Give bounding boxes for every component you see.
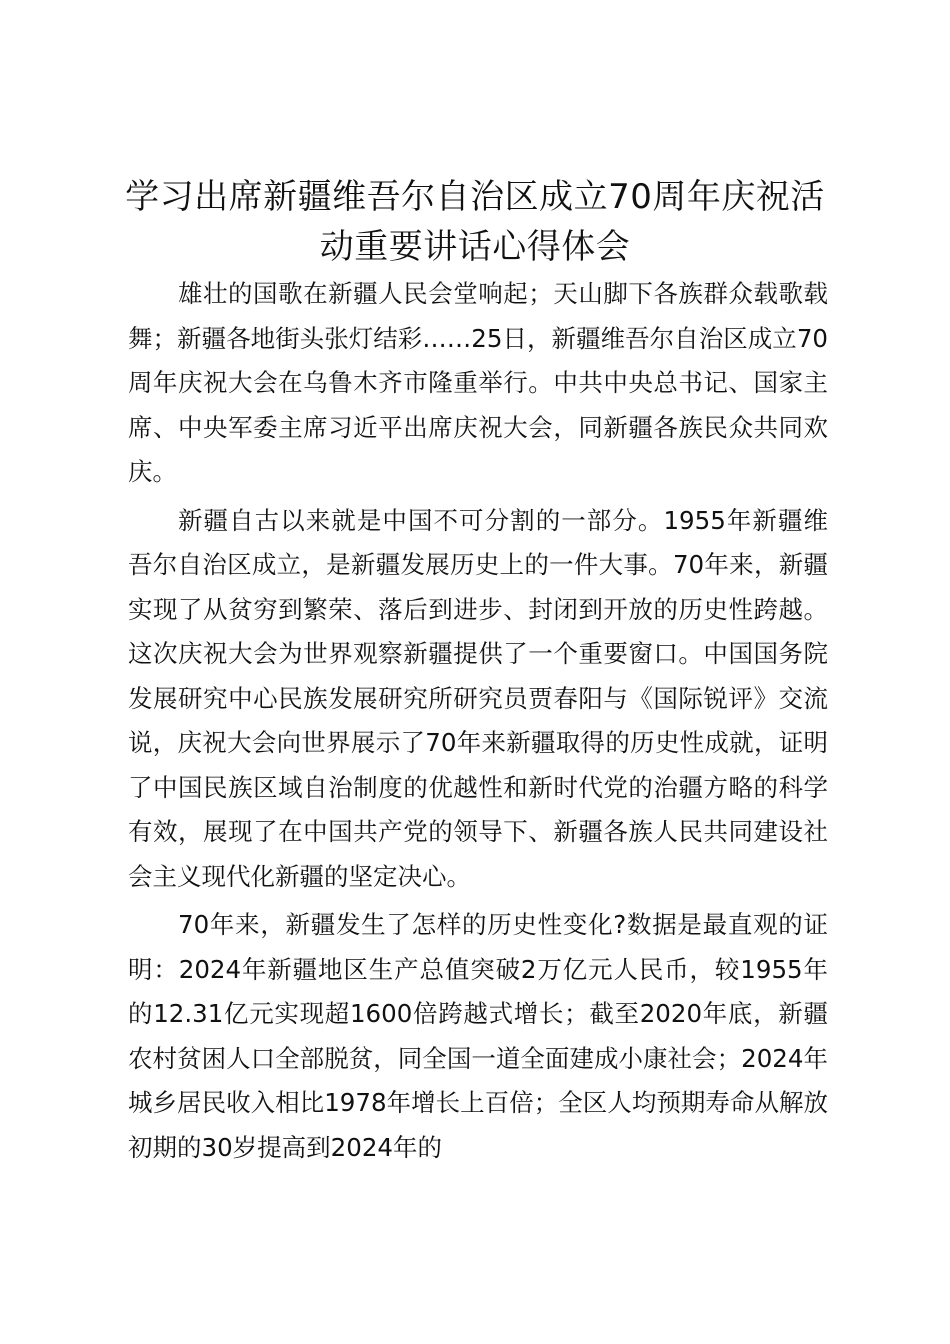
paragraph-3: 70年来，新疆发生了怎样的历史性变化?数据是最直观的证明：2024年新疆地区生产总值突破2万亿元人民币，较1955年的12.31亿元实现超1600倍跨越式增长；截至2020年底，新疆农村贫困人口全部脱贫，同全国一道全面建成小康社会；2024年城乡居民收入相比1978年增长上百倍；全区人均预期寿命从解放初期的30岁提高到2024年的: [128, 910, 828, 1162]
paragraph-1: 雄壮的国歌在新疆人民会堂响起；天山脚下各族群众载歌载舞；新疆各地街头张灯结彩……25日，新疆维吾尔自治区成立70周年庆祝大会在乌鲁木齐市隆重举行。中共中央总书记、国家主席、中央军委主席习近平出席庆祝大会，同新疆各族民众共同欢庆。: [128, 279, 828, 486]
document-body: [128, 272, 828, 1174]
paragraph-2: 新疆自古以来就是中国不可分割的一部分。1955年新疆维吾尔自治区成立，是新疆发展历史上的一件大事。70年来，新疆实现了从贫穷到繁荣、落后到进步、封闭到开放的历史性跨越。这次庆祝大会为世界观察新疆提供了一个重要窗口。中国国务院发展研究中心民族发展研究所研究员贾春阳与《国际锐评》交流说，庆祝大会向世界展示了70年来新疆取得的历史性成就，证明了中国民族区域自治制度的优越性和新时代党的治疆方略的科学有效，展现了在中国共产党的领导下、新疆各族人民共同建设社会主义现代化新疆的坚定决心。: [128, 505, 828, 891]
document-title: 学习出席新疆维吾尔自治区成立70周年庆祝活动重要讲话心得体会: [125, 177, 825, 267]
